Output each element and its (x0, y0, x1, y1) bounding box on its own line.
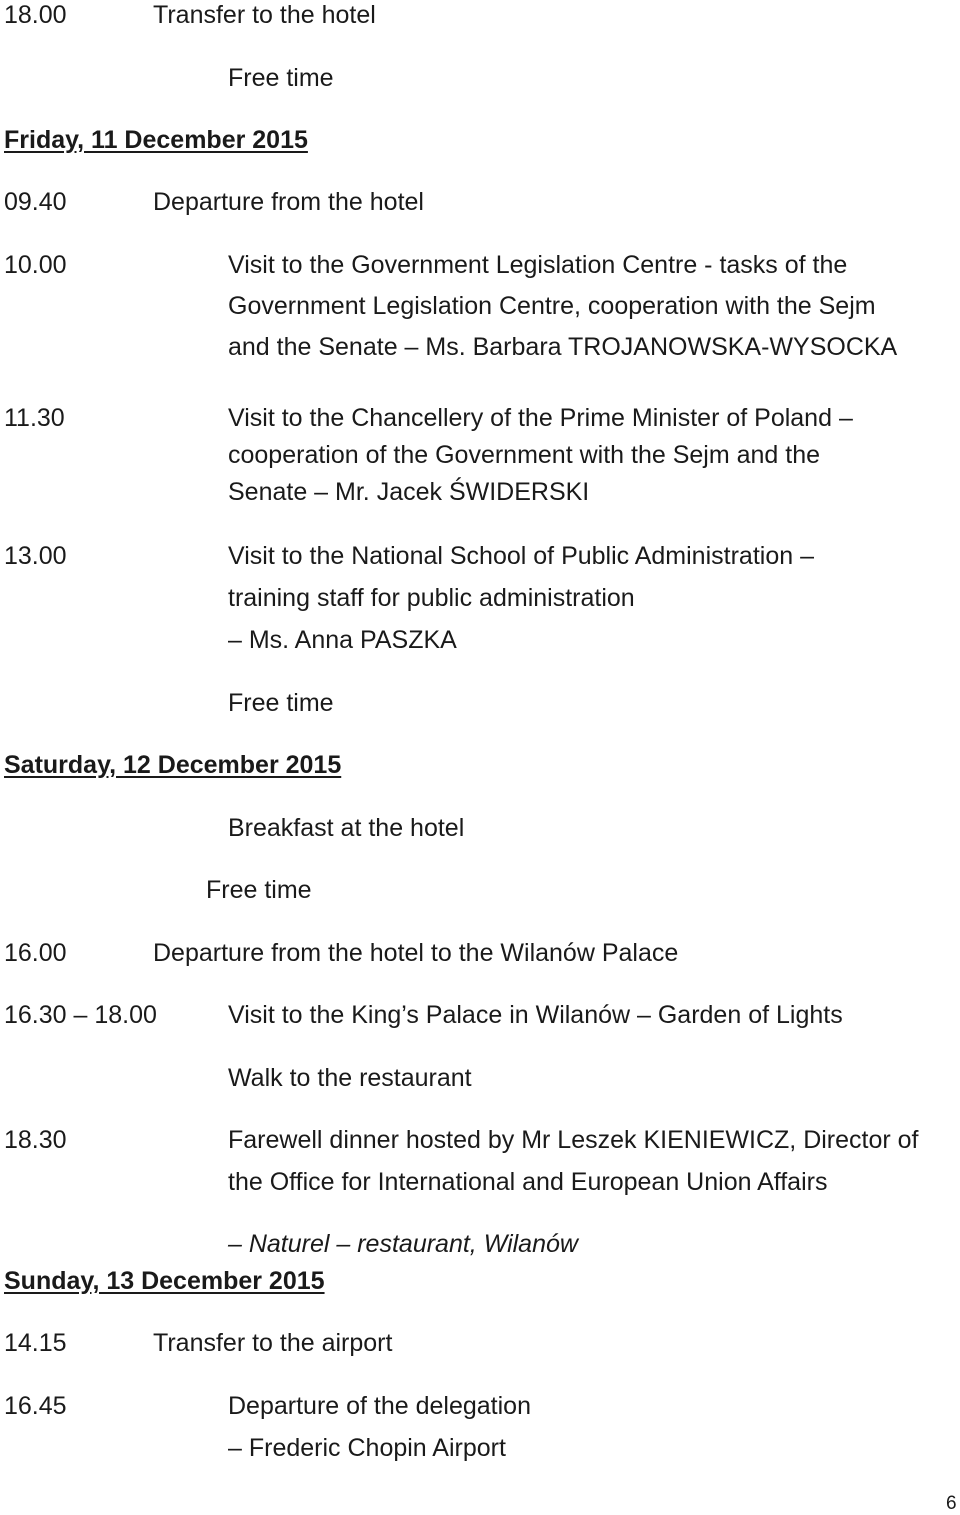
item-legislation-line-2: Government Legislation Centre, cooperation with the Sejm (228, 292, 876, 320)
item-free-time-1: Free time (228, 64, 334, 92)
item-legislation-line-1: Visit to the Government Legislation Centre - tasks of the (228, 251, 848, 279)
item-free-time-2: Free time (228, 689, 334, 717)
day-heading-sunday: Sunday, 13 December 2015 (4, 1267, 325, 1295)
item-school-line-1: Visit to the National School of Public Administration – (228, 542, 814, 570)
item-departure-wilanow: Departure from the hotel to the Wilanów Palace (153, 939, 679, 967)
item-chancellery-line-1: Visit to the Chancellery of the Prime Minister of Poland – (228, 404, 853, 432)
item-delegation-line-2: – Frederic Chopin Airport (228, 1434, 506, 1462)
time-0940: 09.40 (4, 188, 67, 216)
time-1800: 18.00 (4, 1, 67, 29)
item-legislation-line-3: and the Senate – Ms. Barbara TROJANOWSKA-WYSOCKA (228, 333, 898, 361)
item-delegation-line-1: Departure of the delegation (228, 1392, 531, 1420)
day-heading-saturday: Saturday, 12 December 2015 (4, 751, 342, 779)
item-free-time-3: Free time (206, 876, 312, 904)
time-1600: 16.00 (4, 939, 67, 967)
item-walk-restaurant: Walk to the restaurant (228, 1064, 472, 1092)
time-1130: 11.30 (4, 404, 65, 432)
day-heading-friday: Friday, 11 December 2015 (4, 126, 308, 154)
item-transfer-airport: Transfer to the airport (153, 1329, 393, 1357)
page-number: 6 (946, 1493, 957, 1514)
item-chancellery-line-2: cooperation of the Government with the Sejm and the (228, 441, 821, 469)
item-departure-hotel: Departure from the hotel (153, 188, 424, 216)
item-school-line-2: training staff for public administration (228, 584, 635, 612)
time-1300: 13.00 (4, 542, 67, 570)
item-farewell-line-2: the Office for International and European Union Affairs (228, 1168, 828, 1196)
item-farewell-line-1: Farewell dinner hosted by Mr Leszek KIENIEWICZ, Director of (228, 1126, 919, 1154)
time-1415: 14.15 (4, 1329, 67, 1357)
time-1000: 10.00 (4, 251, 67, 279)
item-school-line-3: – Ms. Anna PASZKA (228, 626, 457, 654)
time-1630-1800: 16.30 – 18.00 (4, 1001, 157, 1029)
item-chancellery-line-3: Senate – Mr. Jacek ŚWIDERSKI (228, 478, 590, 506)
time-1830: 18.30 (4, 1126, 67, 1154)
item-kings-palace: Visit to the King’s Palace in Wilanów – Garden of Lights (228, 1001, 843, 1029)
time-1645: 16.45 (4, 1392, 67, 1420)
item-breakfast: Breakfast at the hotel (228, 814, 465, 842)
item-restaurant-name: – Naturel – restaurant, Wilanów (228, 1230, 578, 1258)
item-transfer-hotel: Transfer to the hotel (153, 1, 376, 29)
